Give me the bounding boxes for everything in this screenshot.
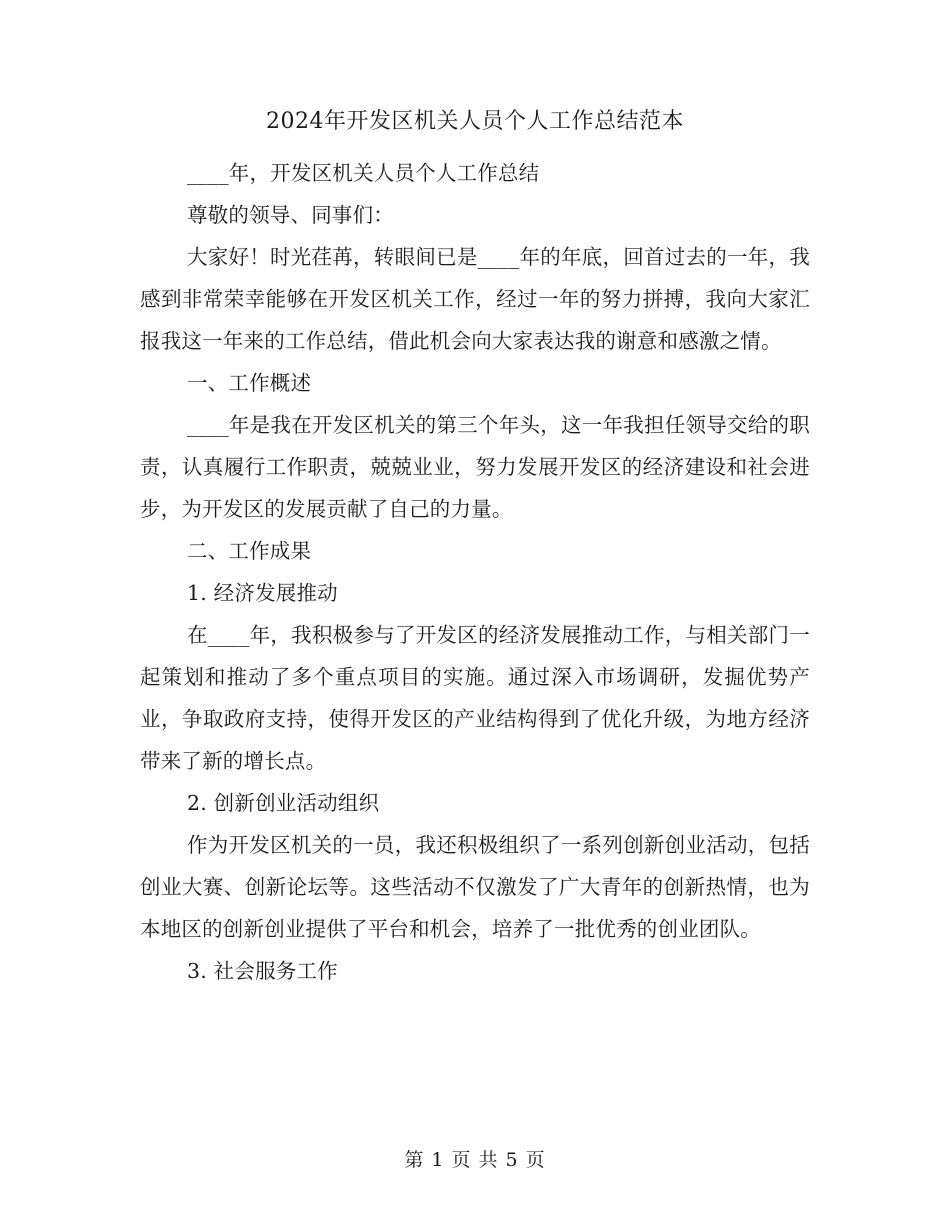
paragraph-intro: 大家好！时光荏苒，转眼间已是____年的年底，回首过去的一年，我感到非常荣幸能够在开发区机关工作，经过一年的努力拼搏，我向大家汇报我这一年来的工作总结，借此机会向大家表达我的谢意和感激之情。 <box>140 245 810 353</box>
paragraph-salutation: 尊敬的领导、同事们： <box>187 203 394 227</box>
subheading-innovation: 2. 创新创业活动组织 <box>187 791 380 815</box>
page-footer: 第 1 页 共 5 页 <box>404 1149 546 1171</box>
section-heading-achievements: 二、工作成果 <box>187 539 312 563</box>
subheading-economic: 1. 经济发展推动 <box>187 581 338 605</box>
paragraph-heading-line: ____年，开发区机关人员个人工作总结 <box>187 161 540 185</box>
subheading-social-service: 3. 社会服务工作 <box>187 959 338 983</box>
paragraph-innovation: 作为开发区机关的一员，我还积极组织了一系列创新创业活动，包括创业大赛、创新论坛等。这些活动不仅激发了广大青年的创新热情，也为本地区的创新创业提供了平台和机会，培养了一批优秀的创业团队。 <box>140 833 810 941</box>
document-title: 2024年开发区机关人员个人工作总结范本 <box>266 109 684 134</box>
paragraph-overview: ____年是我在开发区机关的第三个年头，这一年我担任领导交给的职责，认真履行工作职责，兢兢业业，努力发展开发区的经济建设和社会进步，为开发区的发展贡献了自己的力量。 <box>140 413 810 521</box>
document-body <box>140 152 810 992</box>
section-heading-overview: 一、工作概述 <box>187 371 312 395</box>
paragraph-economic: 在____年，我积极参与了开发区的经济发展推动工作，与相关部门一起策划和推动了多个重点项目的实施。通过深入市场调研，发掘优势产业，争取政府支持，使得开发区的产业结构得到了优化升级，为地方经济带来了新的增长点。 <box>140 623 810 773</box>
